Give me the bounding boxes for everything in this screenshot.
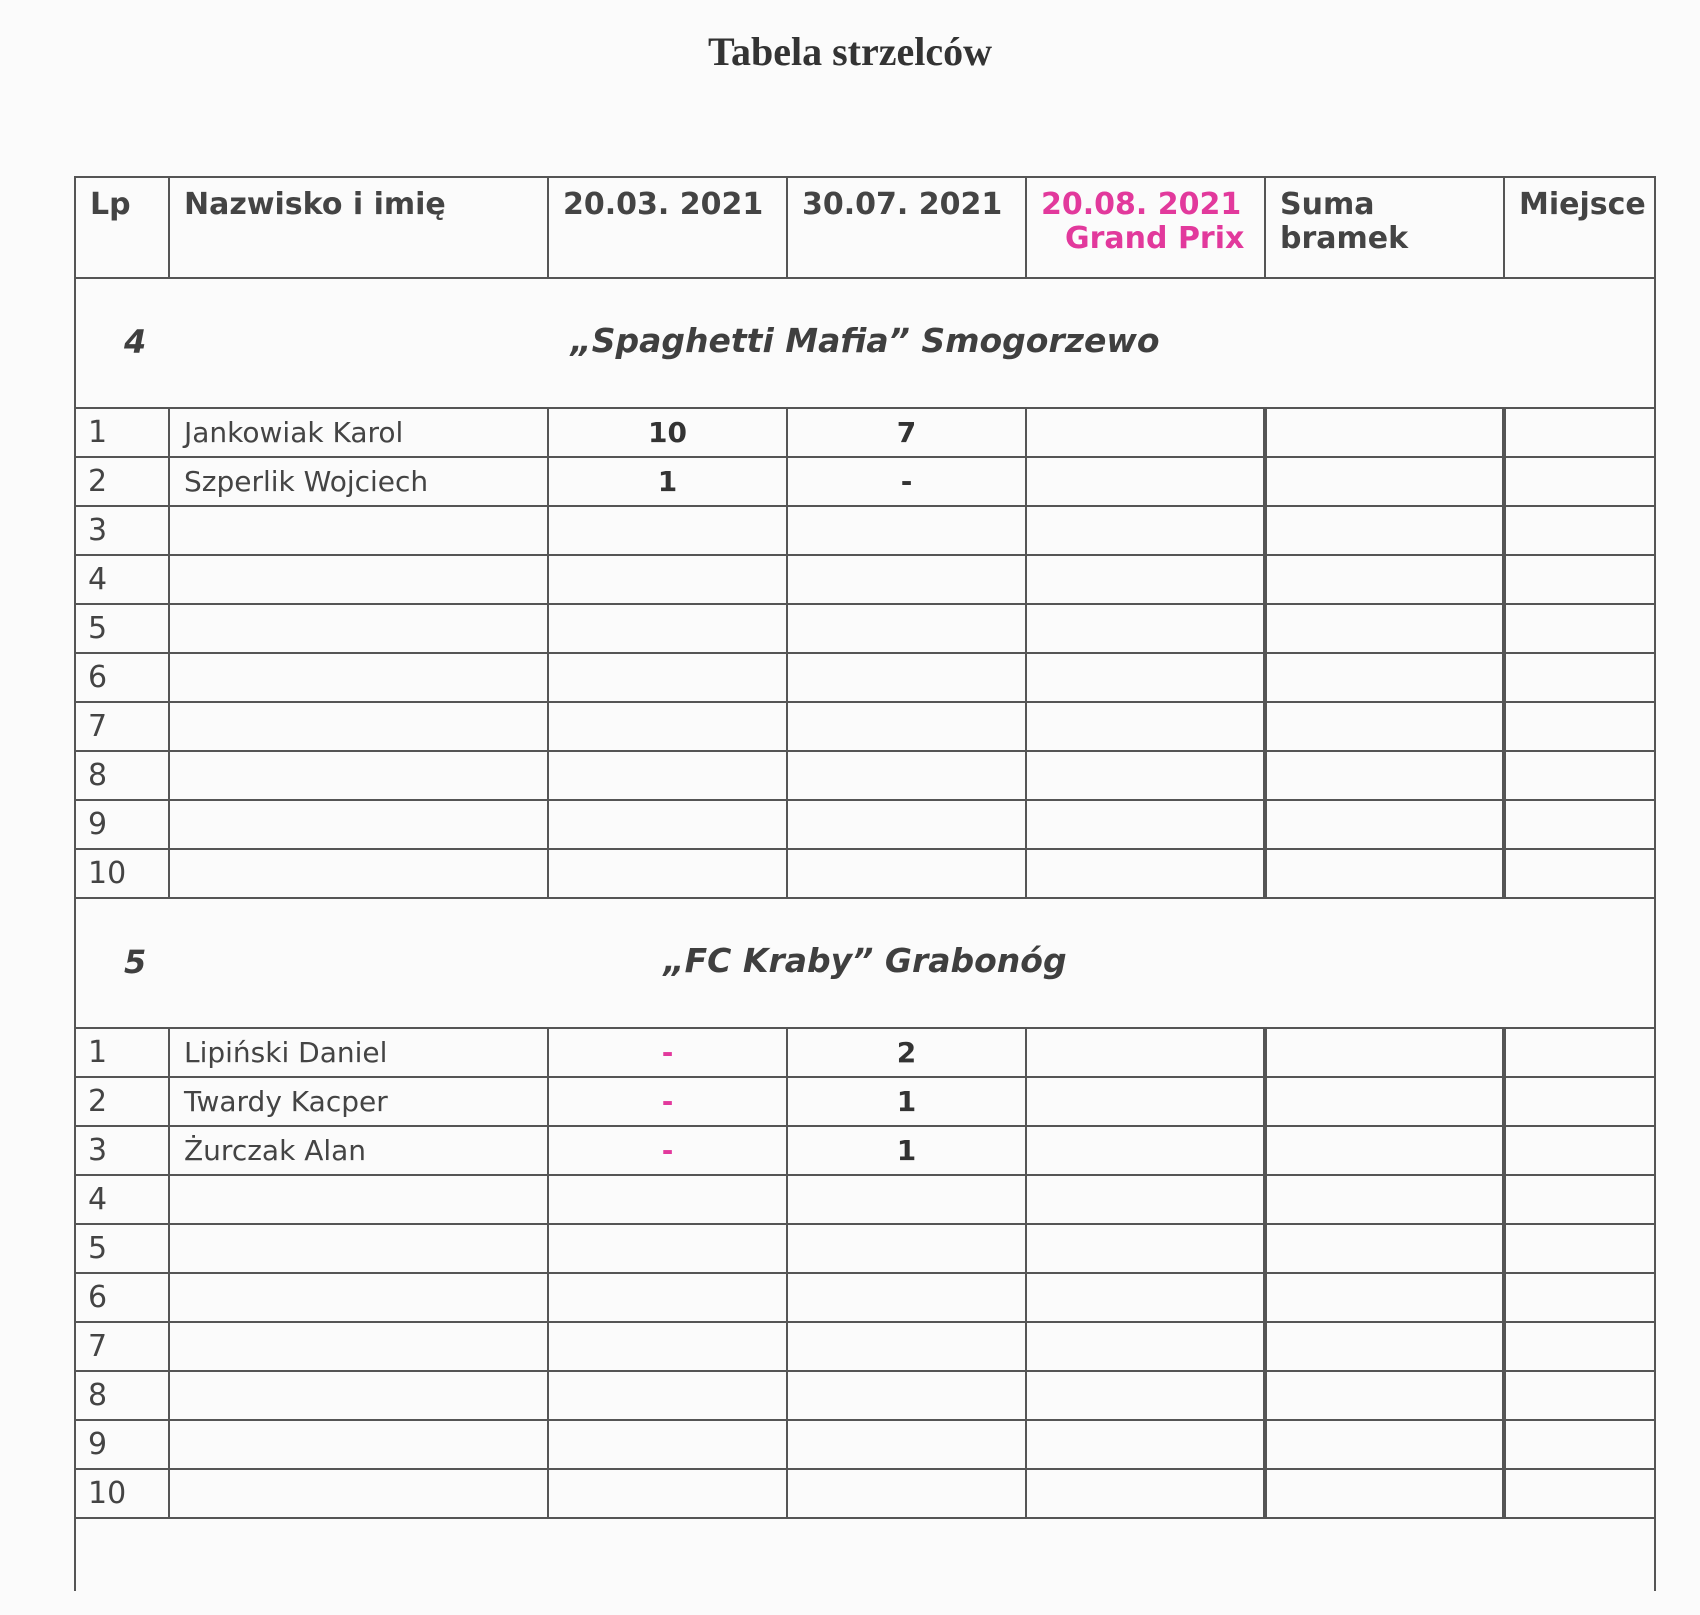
player-goal-sum [1265,1126,1504,1175]
player-goals-date-3 [1026,1469,1265,1518]
player-name [169,653,548,702]
player-name [169,1175,548,1224]
player-goals-date-2 [787,506,1026,555]
player-name: Żurczak Alan [169,1126,548,1175]
player-name: Jankowiak Karol [169,408,548,457]
player-goals-date-2 [787,1224,1026,1273]
player-goal-sum [1265,1322,1504,1371]
player-goals-date-2 [787,800,1026,849]
player-place [1504,1126,1655,1175]
player-place [1504,1028,1655,1077]
player-lp: 8 [75,751,169,800]
player-name [169,1420,548,1469]
player-goals-date-1 [548,1224,787,1273]
player-place [1504,1322,1655,1371]
player-name [169,1273,548,1322]
player-lp: 5 [75,1224,169,1273]
player-row [75,653,1655,702]
player-row [75,506,1655,555]
player-goals-date-3 [1026,1371,1265,1420]
player-row [75,800,1655,849]
player-place [1504,800,1655,849]
player-goal-sum [1265,1273,1504,1322]
player-goals-date-1 [548,1420,787,1469]
player-place [1504,1175,1655,1224]
player-lp: 3 [75,1126,169,1175]
player-goals-date-2 [787,1175,1026,1224]
player-lp: 4 [75,555,169,604]
player-row [75,1175,1655,1224]
player-goals-date-2 [787,1469,1026,1518]
player-goal-sum [1265,1175,1504,1224]
player-lp: 2 [75,457,169,506]
player-row [75,1077,1655,1126]
player-place [1504,1224,1655,1273]
player-goals-date-3 [1026,1126,1265,1175]
player-row [75,702,1655,751]
player-lp: 1 [75,1028,169,1077]
header-date-1: 20.03. 2021 [548,177,787,278]
player-goal-sum [1265,457,1504,506]
player-goals-date-3 [1026,751,1265,800]
player-goal-sum [1265,555,1504,604]
player-name [169,702,548,751]
player-name: Lipiński Daniel [169,1028,548,1077]
team-number: 5 [124,943,147,981]
player-lp: 4 [75,1175,169,1224]
header-date-3 [1026,177,1265,278]
header-sum-line1: Suma [1280,187,1375,222]
player-goals-date-3 [1026,702,1265,751]
player-lp: 8 [75,1371,169,1420]
player-goals-date-2 [787,751,1026,800]
header-row [75,177,1655,278]
player-goals-date-1: 10 [548,408,787,457]
player-goals-date-2 [787,555,1026,604]
player-name [169,604,548,653]
player-goals-date-1 [548,849,787,898]
player-row [75,849,1655,898]
player-goals-date-3 [1026,1175,1265,1224]
player-place [1504,457,1655,506]
header-lp: Lp [75,177,169,278]
player-goals-date-3 [1026,457,1265,506]
player-goals-date-1: - [548,1077,787,1126]
player-goals-date-3 [1026,1077,1265,1126]
player-goals-date-2: 7 [787,408,1026,457]
player-goals-date-2: 2 [787,1028,1026,1077]
player-goals-date-1: - [548,1028,787,1077]
player-goals-date-1: - [548,1126,787,1175]
player-goals-date-2 [787,849,1026,898]
player-row [75,1028,1655,1077]
player-goals-date-1 [548,653,787,702]
player-place [1504,408,1655,457]
player-place [1504,1273,1655,1322]
player-goals-date-1 [548,800,787,849]
team-name: „FC Kraby” Grabonóg [663,941,1067,980]
player-goals-date-2 [787,604,1026,653]
player-goals-date-3 [1026,1420,1265,1469]
header-sum [1265,177,1504,278]
player-name: Szperlik Wojciech [169,457,548,506]
player-lp: 1 [75,408,169,457]
header-sum-line2: bramek [1280,221,1409,256]
player-row [75,555,1655,604]
player-goals-date-3 [1026,555,1265,604]
player-goal-sum [1265,800,1504,849]
page-title: Tabela strzelców [707,29,993,74]
player-place [1504,1371,1655,1420]
player-name: Twardy Kacper [169,1077,548,1126]
player-goals-date-1: 1 [548,457,787,506]
player-goal-sum [1265,1077,1504,1126]
player-goals-date-2: - [787,457,1026,506]
player-goals-date-1 [548,1175,787,1224]
player-row [75,1224,1655,1273]
player-goals-date-3 [1026,1028,1265,1077]
player-row [75,1322,1655,1371]
player-lp: 10 [75,849,169,898]
player-place [1504,1420,1655,1469]
team-number: 4 [124,323,147,361]
header-date-2: 30.07. 2021 [787,177,1026,278]
player-name [169,800,548,849]
player-name [169,849,548,898]
player-goal-sum [1265,702,1504,751]
player-lp: 6 [75,1273,169,1322]
team-header [76,279,1654,407]
team-header-row [75,898,1655,1028]
player-goals-date-1 [548,604,787,653]
player-goals-date-3 [1026,653,1265,702]
player-goal-sum [1265,849,1504,898]
player-goals-date-3 [1026,506,1265,555]
player-place [1504,506,1655,555]
player-row [75,604,1655,653]
player-goals-date-1 [548,1371,787,1420]
player-lp: 3 [75,506,169,555]
player-goals-date-3 [1026,849,1265,898]
player-row [75,1371,1655,1420]
player-name [169,751,548,800]
player-goals-date-1 [548,702,787,751]
header-place: Miejsce [1504,177,1655,278]
player-goal-sum [1265,1371,1504,1420]
team-header-cell [75,278,1655,408]
player-goal-sum [1265,1469,1504,1518]
trailing-row [75,1518,1655,1591]
player-place [1504,604,1655,653]
scorers-table [74,176,1656,1591]
player-goals-date-2 [787,653,1026,702]
player-goals-date-3 [1026,1273,1265,1322]
player-place [1504,653,1655,702]
player-place [1504,702,1655,751]
player-row [75,457,1655,506]
player-place [1504,1469,1655,1518]
trailing-cell [75,1518,1655,1591]
player-goals-date-2: 1 [787,1077,1026,1126]
player-place [1504,849,1655,898]
player-goals-date-3 [1026,1224,1265,1273]
player-goals-date-2 [787,1273,1026,1322]
player-lp: 9 [75,1420,169,1469]
header-grand-prix: Grand Prix [1065,221,1245,256]
player-goals-date-1 [548,751,787,800]
player-place [1504,555,1655,604]
player-goal-sum [1265,1028,1504,1077]
player-goals-date-2 [787,702,1026,751]
player-place [1504,751,1655,800]
player-goal-sum [1265,751,1504,800]
player-goal-sum [1265,408,1504,457]
player-goals-date-3 [1026,604,1265,653]
player-goals-date-1 [548,506,787,555]
player-place [1504,1077,1655,1126]
player-goal-sum [1265,604,1504,653]
header-date-3-label: 20.08. 2021 [1041,187,1242,222]
player-name [169,506,548,555]
player-lp: 6 [75,653,169,702]
team-header-row [75,278,1655,408]
player-goal-sum [1265,1224,1504,1273]
player-lp: 7 [75,702,169,751]
team-header-cell [75,898,1655,1028]
player-lp: 5 [75,604,169,653]
player-goals-date-1 [548,1273,787,1322]
player-row [75,1420,1655,1469]
team-name: „Spaghetti Mafia” Smogorzewo [570,321,1160,360]
player-lp: 9 [75,800,169,849]
player-name [169,1322,548,1371]
player-name [169,1224,548,1273]
player-name [169,1371,548,1420]
player-goal-sum [1265,653,1504,702]
player-goals-date-1 [548,1469,787,1518]
player-goals-date-2 [787,1420,1026,1469]
player-goals-date-3 [1026,1322,1265,1371]
player-row [75,1126,1655,1175]
team-header [76,899,1654,1027]
player-lp: 2 [75,1077,169,1126]
player-lp: 10 [75,1469,169,1518]
player-goal-sum [1265,1420,1504,1469]
player-goal-sum [1265,506,1504,555]
player-goals-date-2 [787,1322,1026,1371]
player-row [75,1273,1655,1322]
player-goals-date-2: 1 [787,1126,1026,1175]
player-name [169,1469,548,1518]
player-goals-date-1 [548,1322,787,1371]
player-goals-date-3 [1026,800,1265,849]
player-goals-date-1 [548,555,787,604]
player-row [75,1469,1655,1518]
header-name: Nazwisko i imię [169,177,548,278]
player-lp: 7 [75,1322,169,1371]
player-row [75,751,1655,800]
player-goals-date-2 [787,1371,1026,1420]
player-name [169,555,548,604]
player-goals-date-3 [1026,408,1265,457]
player-row [75,408,1655,457]
